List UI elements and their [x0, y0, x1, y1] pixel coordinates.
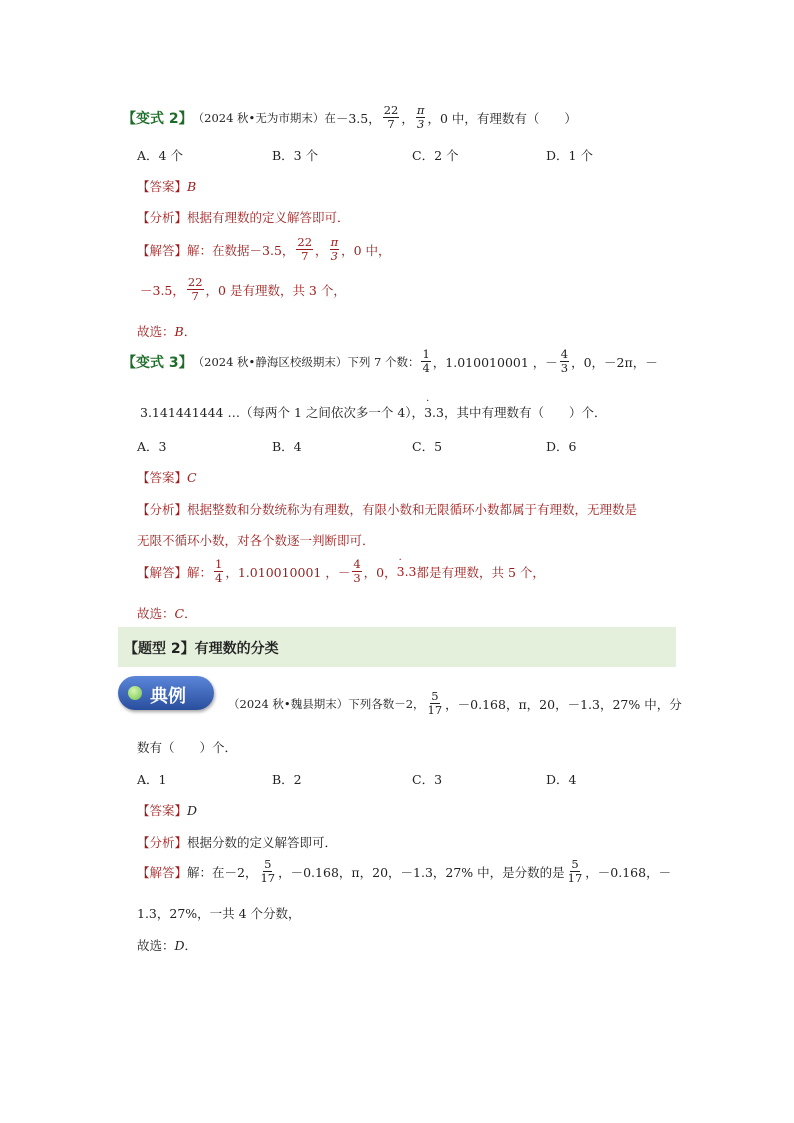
- v3-frac-1-4: $\frac{1}{4}$: [422, 347, 430, 375]
- v2-option-d: D．1 个: [546, 148, 593, 163]
- example-badge-label: 典例: [150, 686, 186, 707]
- green-dot-icon: [128, 686, 142, 700]
- section-title: 【题型 2】有理数的分类: [124, 641, 279, 657]
- example-solution: 【解答】 解：在－2， $\frac{5}{17}$ ，－0.168，π，20，－1.3，27% 中，是分数的是 $\frac{5}{17}$ ，－0.168，－: [137, 857, 672, 885]
- v2-sol-frac-22-7: $\frac{22}{7}$: [297, 235, 313, 263]
- v2-answer: 【答案】B: [137, 179, 197, 194]
- v2-num-c: ，0 中，有理数有（ ）: [427, 110, 577, 126]
- example-frac-5-17: $\frac{5}{17}$: [427, 689, 443, 717]
- example-question: （2024 秋•魏县期末）下列各数－2， $\frac{5}{17}$ ，－0.168，π，20，－1.3，27% 中，分: [228, 689, 682, 717]
- v3-option-a: A．3: [137, 439, 167, 454]
- v2-option-b: B．3 个: [272, 148, 319, 163]
- v2-solution-line2: －3.5， $\frac{22}{7}$ ，0 是有理数，共 3 个，: [140, 275, 346, 303]
- v2-answer-value: B: [187, 179, 197, 194]
- v2-question: [122, 104, 577, 131]
- example-conclusion: 故选：D．: [137, 938, 198, 953]
- v3-analysis: 【分析】根据整数和分数统称为有理数，有限小数和无限循环小数都属于有理数，无理数是: [137, 502, 638, 517]
- v3-option-d: D．6: [546, 439, 577, 454]
- v3-analysis-line2: 无限不循环小数，对各个数逐一判断即可．: [137, 533, 375, 548]
- example-option-c: C．3: [412, 772, 443, 787]
- v3-question: 【变式 3】 （2024 秋•静海区校级期末）下列 7 个数： $\frac{1}{4}$ ，1.010010001 ，－ $\frac{4}{3}$ ，0，－2π，－: [122, 347, 658, 375]
- v3-sol-frac-4-3: $\frac{4}{3}$: [353, 557, 361, 585]
- v3-frac-4-3: $\frac{4}{3}$: [560, 347, 569, 375]
- v3-label: 【变式 3】: [122, 354, 193, 371]
- v2-option-c: C．2 个: [412, 148, 459, 163]
- v3-solution: 【解答】 解： $\frac{1}{4}$ ，1.010010001 ，－ $\frac{4}{3}$ ，0， · 3.3 都是有理数，共 5 个，: [137, 558, 545, 585]
- example-sol-frac-5-17-b: $\frac{5}{17}$: [567, 857, 583, 885]
- example-sol-frac-5-17-a: $\frac{5}{17}$: [260, 857, 276, 885]
- v2-option-a: A．4 个: [137, 148, 183, 163]
- v2-frac-22-7: $\frac{22}{7}$: [383, 103, 399, 131]
- v2-num-a: －3.5，: [335, 110, 381, 126]
- v2-solution: 【解答】 解：在数据－3.5， $\frac{22}{7}$ ， $\frac{\pi}{3}$ ，0 中，: [137, 235, 391, 263]
- v2-label: 【变式 2】: [122, 110, 193, 127]
- v2-sol2-frac-22-7: $\frac{22}{7}$: [187, 275, 203, 303]
- v2-sol-frac-pi-3: $\frac{\pi}{3}$: [330, 235, 339, 263]
- v3-answer-value: C: [187, 470, 197, 485]
- v3-sol-frac-1-4: $\frac{1}{4}$: [215, 557, 223, 585]
- example-answer-value: D: [187, 803, 198, 818]
- v2-num-b: ，: [401, 110, 414, 126]
- v3-conclusion: 故选：C．: [137, 606, 197, 621]
- v3-answer: 【答案】C: [137, 470, 197, 485]
- example-solution-line2: 1.3，27%，一共 4 个分数，: [137, 906, 301, 921]
- v3-option-c: C．5: [412, 439, 443, 454]
- example-answer: 【答案】D: [137, 803, 198, 818]
- v3-question-line2: 3.141441444 …（每两个 1 之间依次多一个 4），· 3.3，其中有理数有（ ）个．: [140, 403, 606, 421]
- v3-option-b: B．4: [272, 439, 302, 454]
- v3-source: （2024 秋•静海区校级期末）下列 7 个数：: [192, 354, 420, 369]
- v2-conclusion: 故选：B．: [137, 324, 197, 339]
- v2-source: （2024 秋•无为市期末）在: [192, 110, 336, 125]
- example-option-a: A．1: [137, 772, 167, 787]
- v2-frac-pi-3: $\frac{\pi}{3}$: [416, 103, 425, 131]
- example-badge: [118, 676, 214, 710]
- v2-analysis: 【分析】根据有理数的定义解答即可．: [137, 210, 350, 225]
- example-analysis: 【分析】根据分数的定义解答即可．: [137, 835, 338, 850]
- example-question-line2: 数有（ ）个．: [137, 740, 238, 755]
- example-option-b: B．2: [272, 772, 302, 787]
- example-option-d: D．4: [546, 772, 577, 787]
- section-header-band: [118, 627, 676, 667]
